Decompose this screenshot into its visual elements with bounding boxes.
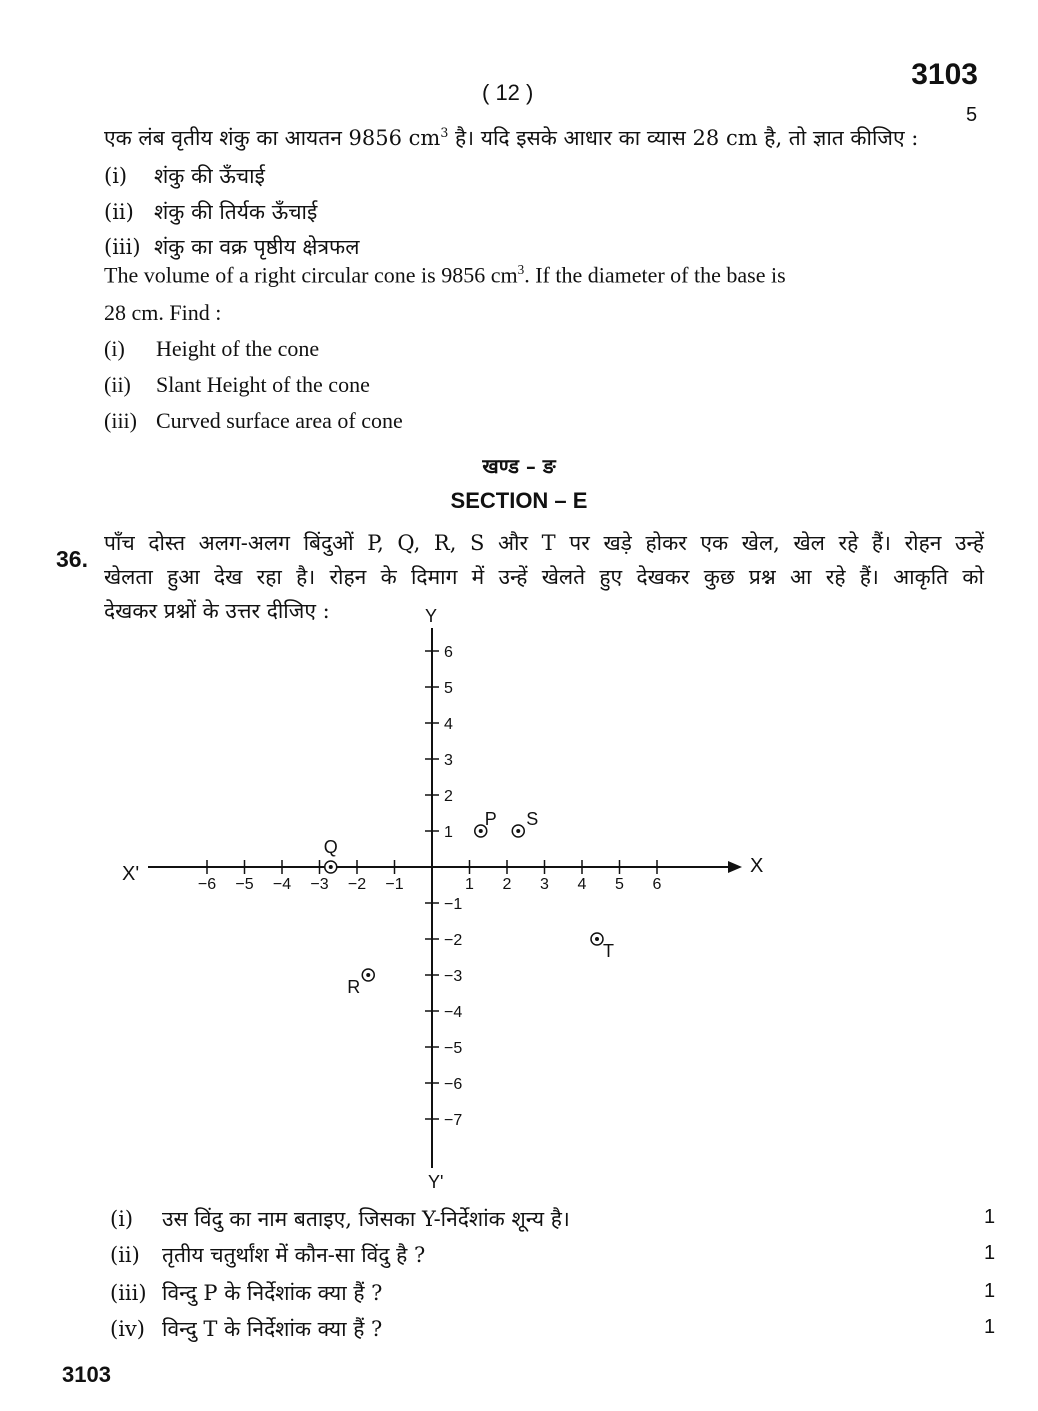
q35-english-stem-2: 28 cm. Find :	[104, 300, 222, 325]
point-r	[347, 969, 374, 997]
x-axis-label-negative: X'	[122, 863, 140, 885]
q35-english-part: (iii) Curved surface area of cone	[104, 408, 403, 433]
x-axis-label-positive: X	[750, 855, 764, 877]
q36-sub-question: (iv) विन्दु T के निर्देशांक क्या हैं ?	[110, 1317, 383, 1341]
point-label: T	[603, 941, 614, 961]
q35-english-stem: The volume of a right circular cone is 9856 $cm^3$. If the diameter of the base is	[104, 262, 786, 288]
q36-number: 36.	[56, 546, 88, 572]
x-tick-label: 5	[615, 876, 624, 893]
footer-code: 3103	[62, 1362, 111, 1387]
q35-english-part: (i) Height of the cone	[104, 336, 320, 361]
section-heading-hindi: खण्ड – ङ	[482, 454, 556, 478]
point-s	[512, 809, 538, 837]
x-tick-label: 3	[540, 876, 549, 893]
q36-stem-line: देखकर प्रश्नों के उत्तर दीजिए :	[104, 599, 330, 623]
q36-sub-question: (i) उस विंदु का नाम बताइए, जिसका Y-निर्देशांक शून्य है।	[110, 1207, 570, 1231]
q36-sub-marks: 1	[984, 1280, 996, 1302]
section-heading-english: SECTION – E	[450, 488, 588, 513]
y-tick-label: −6	[444, 1076, 463, 1093]
y-axis-label-negative: Y'	[428, 1172, 444, 1192]
q35-hindi-stem: एक लंब वृतीय शंकु का आयतन 9856 $cm^3$ है। यदि इसके आधार का व्यास 28 cm है, तो ज्ञात कीजिए :	[104, 125, 919, 150]
q36-sub-marks: 1	[984, 1242, 996, 1264]
y-tick-label: −7	[444, 1112, 463, 1129]
y-tick-label: −1	[444, 896, 463, 913]
x-tick-label: −3	[310, 876, 329, 893]
paper-code: 3103	[911, 58, 978, 91]
y-tick-label: −4	[444, 1004, 463, 1021]
q35-hindi-part: (iii) शंकु का वक्र पृष्ठीय क्षेत्रफल	[104, 235, 360, 259]
y-ticks	[425, 644, 462, 1129]
q36-sub-question: (iii) विन्दु P के निर्देशांक क्या हैं ?	[110, 1281, 383, 1305]
q35-english-part: (ii) Slant Height of the cone	[104, 372, 370, 397]
point-label: Q	[323, 837, 338, 857]
y-tick-label: −3	[444, 968, 463, 985]
y-tick-label: −2	[444, 932, 463, 949]
x-tick-label: −6	[197, 876, 217, 893]
y-tick-label: 6	[444, 644, 453, 661]
q36-stem-line: खेलता हुआ देख रहा है। रोहन के दिमाग में उन्हें खेलते हुए देखकर कुछ प्रश्न आ रहे हैं। आकृति को	[104, 565, 984, 589]
q35-hindi-part: (i) शंकु की ऊँचाई	[104, 164, 265, 188]
y-tick-label: 1	[444, 824, 453, 841]
y-tick-label: 3	[444, 752, 453, 769]
plot-points	[324, 809, 614, 997]
y-axis-label-positive: Y	[425, 606, 438, 626]
q35-marks: 5	[966, 104, 978, 126]
x-tick-label: −1	[385, 876, 404, 893]
x-axis-arrow-icon	[728, 861, 742, 873]
x-tick-label: −4	[272, 876, 292, 893]
y-tick-label: −5	[444, 1040, 463, 1057]
point-t	[591, 933, 614, 961]
page-number: ( 12 )	[482, 80, 534, 105]
point-label: S	[526, 809, 539, 829]
point-label: P	[484, 809, 497, 829]
q36-sub-marks: 1	[984, 1206, 996, 1228]
x-tick-label: −5	[235, 876, 254, 893]
q36-stem-line: पाँच दोस्त अलग-अलग बिंदुओं P, Q, R, S और T पर खड़े होकर एक खेल, खेल रहे हैं। रोहन उन्हें	[104, 531, 984, 555]
q36-sub-question: (ii) तृतीय चतुर्थांश में कौन-सा विंदु है ?	[110, 1243, 426, 1267]
point-q	[324, 837, 338, 873]
x-ticks	[198, 860, 662, 893]
x-tick-label: 1	[465, 876, 474, 893]
x-tick-label: 4	[577, 876, 587, 893]
point-label: R	[347, 977, 361, 997]
y-tick-label: 4	[444, 716, 453, 733]
point-p	[475, 809, 497, 837]
x-tick-label: 2	[502, 876, 512, 893]
y-tick-label: 5	[444, 680, 453, 697]
y-tick-label: 2	[444, 788, 453, 805]
q35-hindi-part: (ii) शंकु की तिर्यक ऊँचाई	[104, 200, 318, 224]
q36-sub-marks: 1	[984, 1316, 996, 1338]
x-tick-label: −2	[347, 876, 367, 893]
x-tick-label: 6	[652, 876, 662, 893]
